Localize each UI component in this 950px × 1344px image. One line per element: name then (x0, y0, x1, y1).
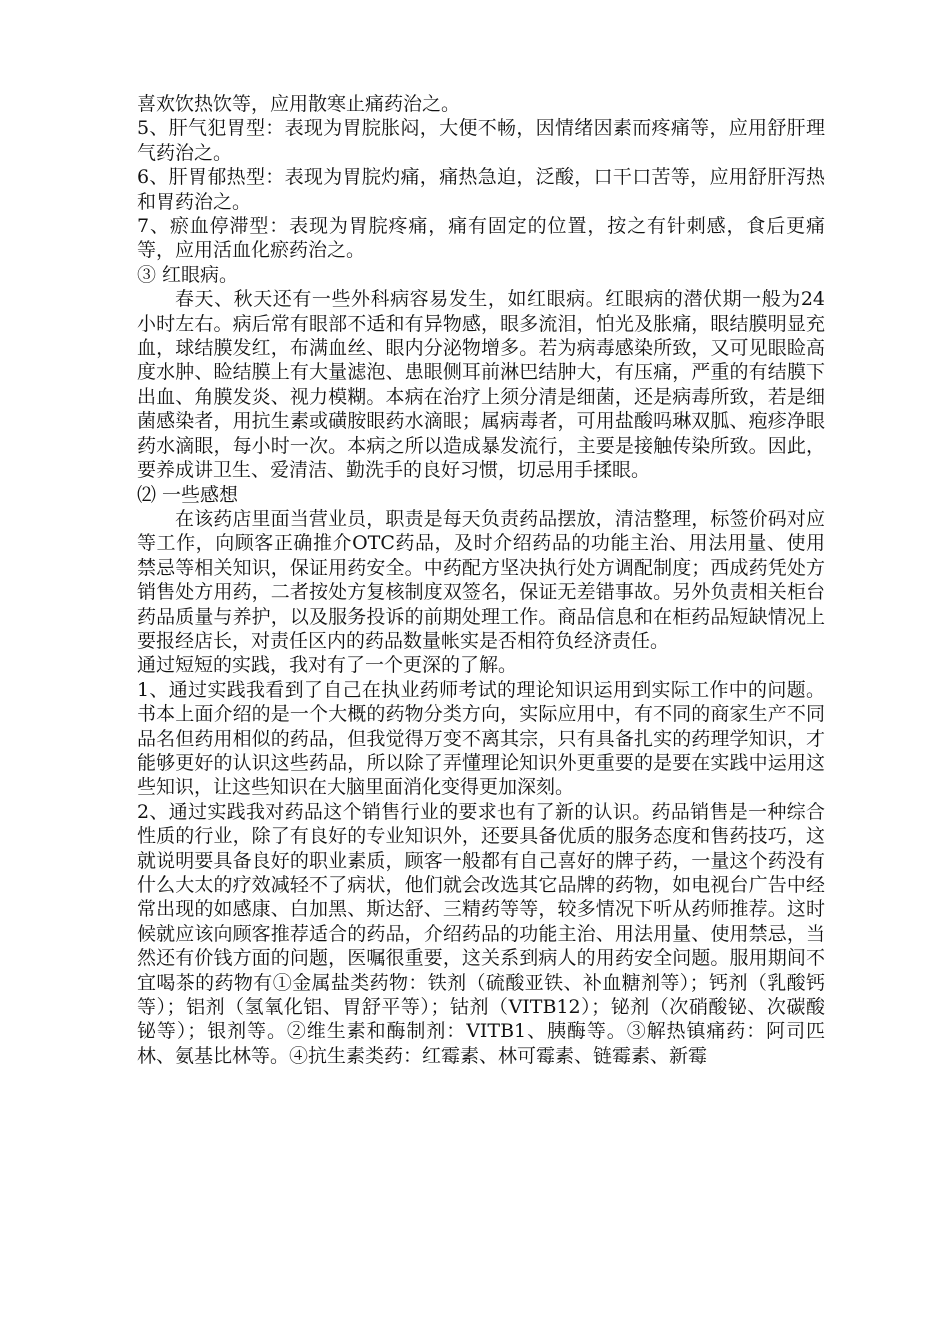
paragraph-understanding: 通过短短的实践，我对有了一个更深的了解。 (137, 654, 518, 677)
document-body (137, 92, 825, 1068)
paragraph-liver-qi-type: 5、肝气犯胃型：表现为胃脘胀闷，大便不畅，因情绪因素而疼痛等，应用舒肝理气药治之。 (137, 117, 825, 164)
heading-red-eye: ③ 红眼病。 (137, 263, 239, 286)
heading-reflections: ⑵ 一些感想 (137, 483, 239, 506)
paragraph-duties: 在该药店里面当营业员，职责是每天负责药品摆放，清洁整理，标签价码对应等工作，向顾客正确推介OTC药品，及时介绍药品的功能主治、用法用量、使用禁忌等相关知识，保证用药安全。中药配方坚决执行处方调配制度；西成药凭处方销售处方用药，二者按处方复核制度双签名，保证无差错事故。另外负责相关柜台药品质量与养护，以及服务投诉的前期处理工作。商品信息和在柜药品短缺情况上要报经店长，对责任区内的药品数量帐实是否相符负经济责任。 (137, 507, 825, 652)
paragraph-blood-stasis-type: 7、瘀血停滞型：表现为胃脘疼痛，痛有固定的位置，按之有针刺感，食后更痛等，应用活血化瘀药治之。 (137, 215, 825, 262)
paragraph-red-eye: 春天、秋天还有一些外科病容易发生，如红眼病。红眼病的潜伏期一般为24小时左右。病后常有眼部不适和有异物感，眼多流泪，怕光及胀痛，眼结膜明显充血，球结膜发红，布满血丝、眼内分泌物增多。若为病毒感染所致，又可见眼睑高度水肿、睑结膜上有大量滤泡、患眼侧耳前淋巴结肿大，有压痛，严重的有结膜下出血、角膜发炎、视力模糊。本病在治疗上须分清是细菌，还是病毒所致，若是细菌感染者，用抗生素或磺胺眼药水滴眼；属病毒者，可用盐酸吗琳双胍、疱疹净眼药水滴眼，每小时一次。本病之所以造成暴发流行，主要是接触传染所致。因此，要养成讲卫生、爱清洁、勤洗手的良好习惯，切忌用手揉眼。 (137, 288, 825, 482)
paragraph-liver-heat-type: 6、肝胃郁热型：表现为胃脘灼痛，痛热急迫，泛酸，口干口苦等，应用舒肝泻热和胃药治之。 (137, 166, 825, 213)
paragraph-cold-type-end: 喜欢饮热饮等，应用散寒止痛药治之。 (137, 93, 461, 115)
paragraph-point-2: 2、通过实践我对药品这个销售行业的要求也有了新的认识。药品销售是一种综合性质的行业，除了有良好的专业知识外，还要具备优质的服务态度和售药技巧，这就说明要具备良好的职业素质，顾客一般都有自己喜好的牌子药，一量这个药没有什么大太的疗效减轻不了病状，他们就会改选其它品牌的药物，如电视台广告中经常出现的如感康、白加黑、斯达舒、三精药等等，较多情况下听从药师推荐。这时候就应该向顾客推荐适合的药品，介绍药品的功能主治、用法用量、使用禁忌，当然还有价钱方面的问题，医嘱很重要，这关系到病人的用药安全问题。服用期间不宜喝茶的药物有①金属盐类药物：铁剂（硫酸亚铁、补血糖剂等）；钙剂（乳酸钙等）；铝剂（氢氧化铝、胃舒平等）；钴剂（VITB12）；铋剂（次硝酸铋、次碳酸铋等）；银剂等。②维生素和酶制剂：VITB1、胰酶等。③解热镇痛药：阿司匹林、氨基比林等。④抗生素类药：红霉素、林可霉素、链霉素、新霉 (137, 800, 825, 1067)
paragraph-point-1: 1、通过实践我看到了自己在执业药师考试的理论知识运用到实际工作中的问题。书本上面介绍的是一个大概的药物分类方向，实际应用中，有不同的商家生产不同品名但药用相似的药品，但我觉得万变不离其宗，只有具备扎实的药理学知识，才能够更好的认识这些药品，所以除了弄懂理论知识外更重要的是要在实践中运用这些知识，让这些知识在大脑里面消化变得更加深刻。 (137, 678, 825, 799)
